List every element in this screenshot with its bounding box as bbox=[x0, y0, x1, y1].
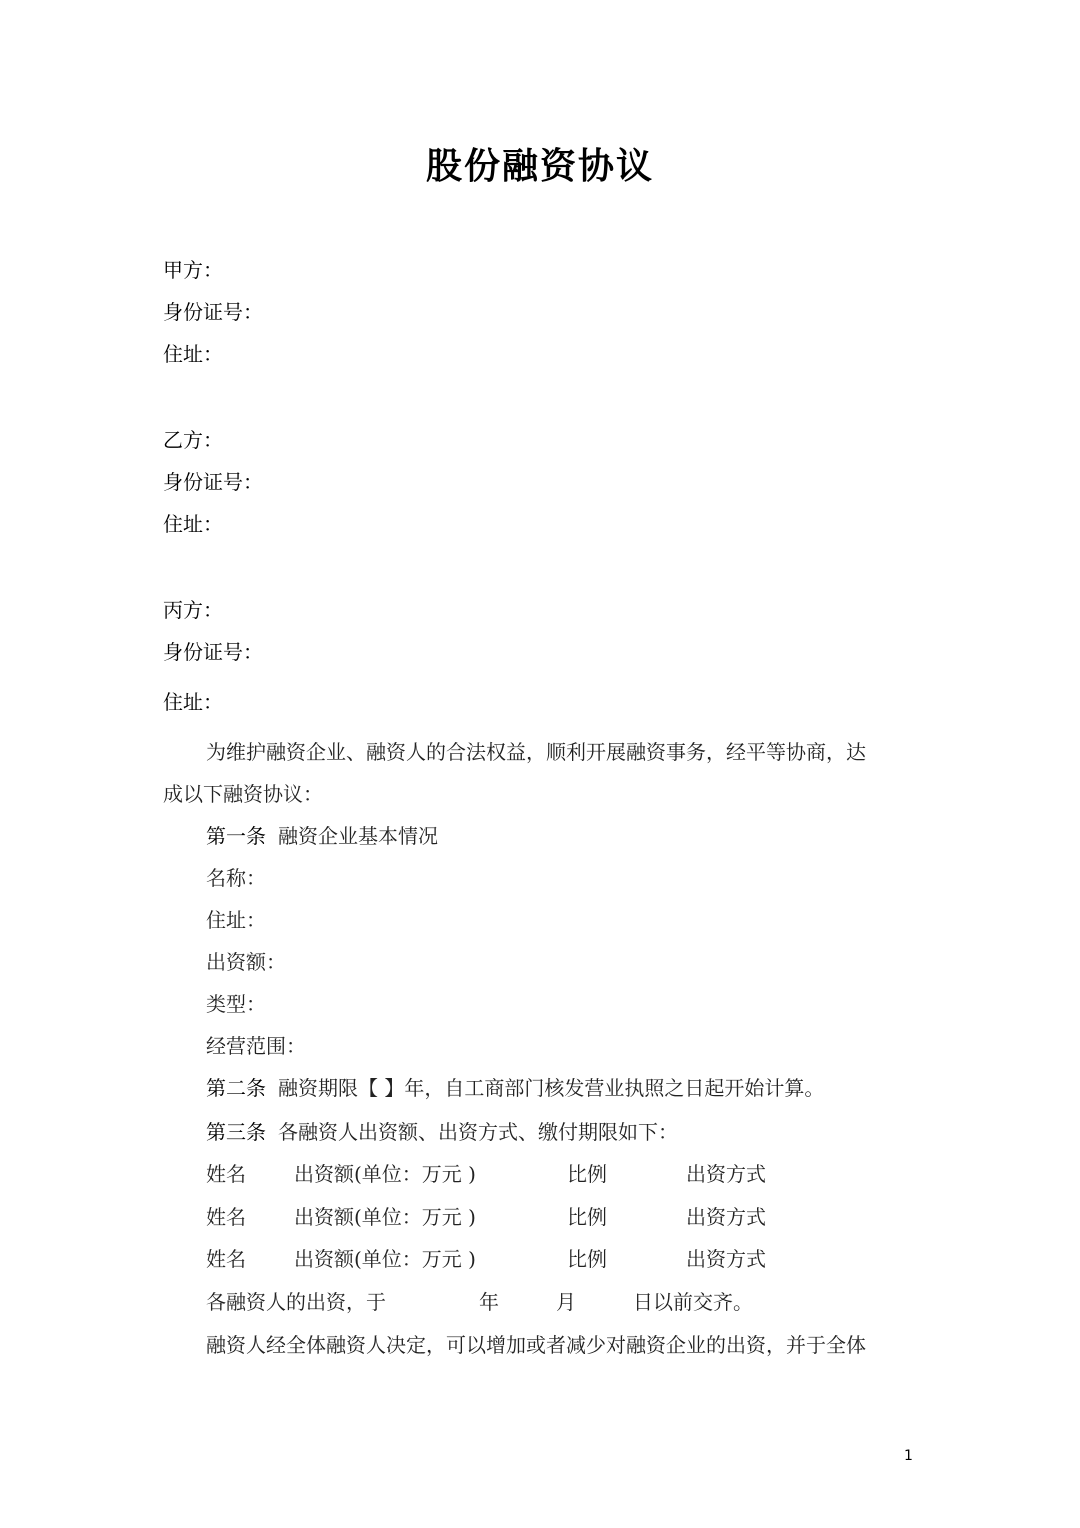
article-1-label: 第一条 bbox=[206, 824, 266, 848]
company-capital-field: 出资额： bbox=[206, 950, 286, 974]
row-ratio: 比例 bbox=[567, 1162, 607, 1186]
row-ratio: 比例 bbox=[567, 1247, 607, 1271]
deadline-year: 年 bbox=[479, 1290, 499, 1314]
page-title: 股份融资协议 bbox=[425, 146, 654, 187]
party-b-id-label: 身份证号： bbox=[163, 470, 263, 494]
article-1-text: 融资企业基本情况 bbox=[278, 824, 438, 848]
continuation-text: 融资人经全体融资人决定，可以增加或者减少对融资企业的出资，并于全体 bbox=[206, 1333, 866, 1357]
row-ratio: 比例 bbox=[567, 1205, 607, 1229]
row-name: 姓名 bbox=[206, 1162, 246, 1186]
party-b-address-label: 住址： bbox=[163, 512, 223, 536]
article-2-label: 第二条 bbox=[206, 1076, 266, 1100]
party-a-label: 甲方： bbox=[163, 258, 223, 282]
company-address-field: 住址： bbox=[206, 908, 266, 932]
company-type-field: 类型： bbox=[206, 992, 266, 1016]
row-amount: 出资额(单位：万元 ) bbox=[294, 1205, 476, 1229]
article-2-text: 融资期限【 】年，自工商部门核发营业执照之日起开始计算。 bbox=[278, 1076, 825, 1100]
party-c-address-label: 住址： bbox=[163, 690, 223, 714]
row-amount: 出资额(单位：万元 ) bbox=[294, 1162, 476, 1186]
company-name-field: 名称： bbox=[206, 866, 266, 890]
party-a-address-label: 住址： bbox=[163, 342, 223, 366]
preamble-line-2: 成以下融资协议： bbox=[163, 782, 323, 806]
row-amount: 出资额(单位：万元 ) bbox=[294, 1247, 476, 1271]
party-a-id-label: 身份证号： bbox=[163, 300, 263, 324]
party-b-label: 乙方： bbox=[163, 428, 223, 452]
deadline-month: 月 bbox=[556, 1290, 576, 1314]
row-method: 出资方式 bbox=[686, 1247, 766, 1271]
deadline-day: 日以前交齐。 bbox=[633, 1290, 753, 1314]
row-name: 姓名 bbox=[206, 1247, 246, 1271]
party-c-label: 丙方： bbox=[163, 598, 223, 622]
row-method: 出资方式 bbox=[686, 1162, 766, 1186]
article-1-heading bbox=[206, 820, 438, 849]
deadline-prefix: 各融资人的出资，于 bbox=[206, 1290, 386, 1314]
row-method: 出资方式 bbox=[686, 1205, 766, 1229]
company-scope-field: 经营范围： bbox=[206, 1034, 306, 1058]
party-c-id-label: 身份证号： bbox=[163, 640, 263, 664]
article-3-heading bbox=[206, 1116, 678, 1145]
article-2-heading bbox=[206, 1072, 824, 1101]
page-number: 1 bbox=[904, 1448, 913, 1464]
row-name: 姓名 bbox=[206, 1205, 246, 1229]
article-3-text: 各融资人出资额、出资方式、缴付期限如下： bbox=[278, 1120, 678, 1144]
preamble-line-1: 为维护融资企业、融资人的合法权益，顺利开展融资事务，经平等协商，达 bbox=[206, 740, 866, 764]
article-3-label: 第三条 bbox=[206, 1120, 266, 1144]
